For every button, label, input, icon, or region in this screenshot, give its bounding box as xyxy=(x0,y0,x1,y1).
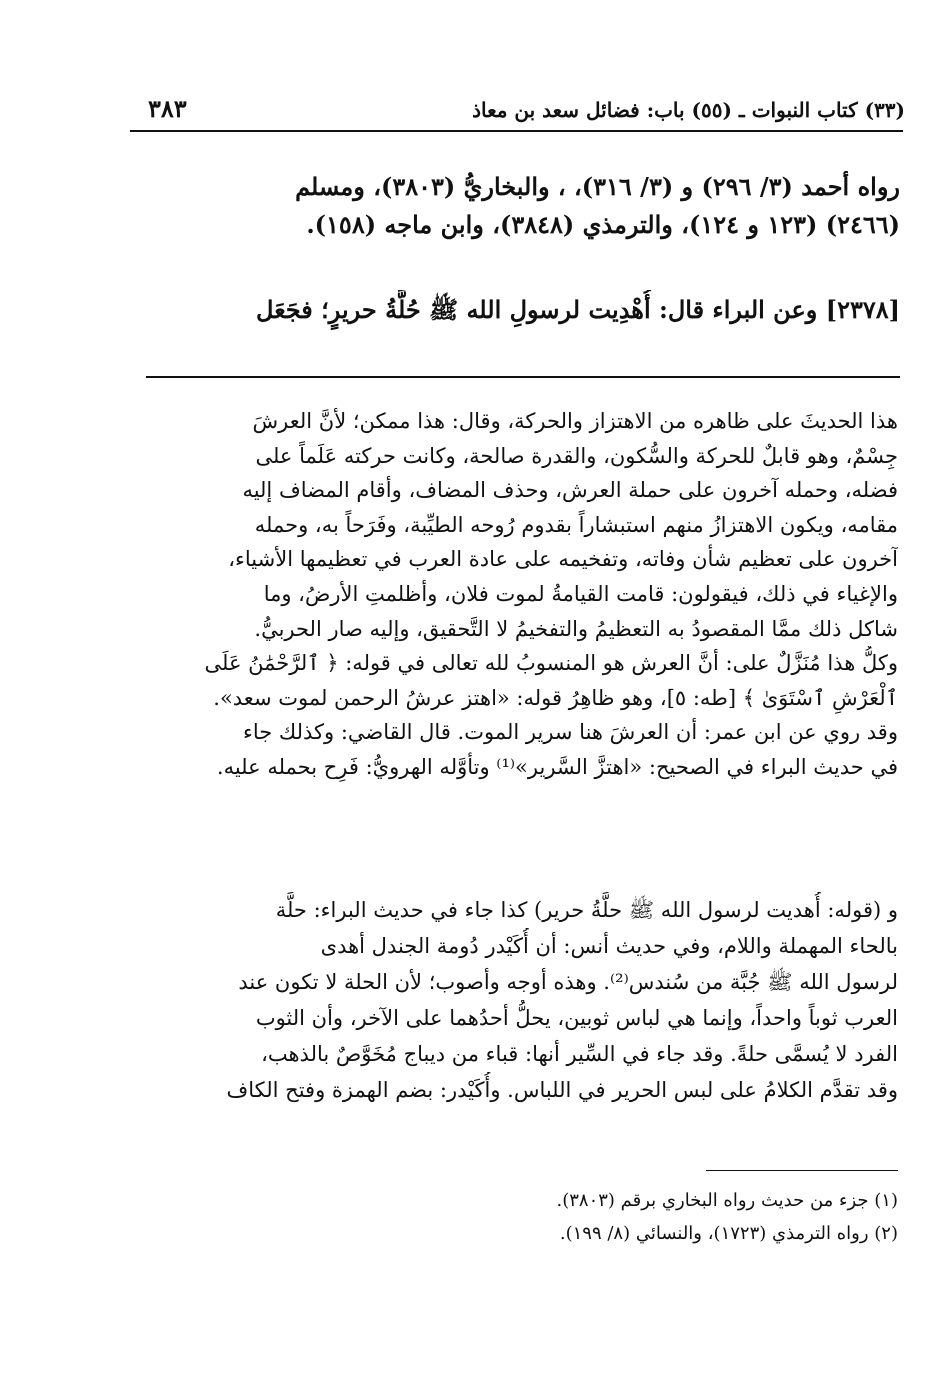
text-line: وكلُّ هذا مُنَزَّلٌ على: أنَّ العرش هو المنسوبُ لله تعالى في قوله: ﴿ ٱلرَّحْمَٰنُ عَلَى xyxy=(204,651,898,676)
text-line: في حديث البراء في الصحيح: «اهتزَّ السَّرير»⁽¹⁾ وتأوَّله الهرويُّ: فَرِح بحمله عليه. xyxy=(216,754,898,779)
text-line: لرسول الله ﷺ جُبَّة من سُندس⁽²⁾. وهذه أوجه وأصوب؛ لأن الحلة لا تكون عند xyxy=(238,970,898,994)
text-line: العرب ثوباً واحداً، وإنما هي لباس ثوبين، يحلُّ أحدُهما على الآخر، وأن الثوب xyxy=(255,1006,898,1030)
text-line: فضله، وحمله آخرون على حملة العرش، وحذف المضاف، وأقام المضاف إليه xyxy=(242,478,898,503)
text-line: [٢٣٧٨] وعن البراء قال: أُهْدِيت لرسولِ الله ﷺ حُلَّةُ حريرٍ؛ فجَعَل xyxy=(256,295,900,324)
text-line: وقد روي عن ابن عمر: أن العرشَ هنا سرير الموت. قال القاضي: وكذلك جاء xyxy=(242,720,898,745)
text-line: ٱلْعَرْشِ ٱسْتَوَىٰ ﴾ [طه: ٥]، وهو ظاهِرُ قوله: «اهتز عرشُ الرحمن لموت سعد». xyxy=(213,685,898,710)
running-header xyxy=(130,92,905,130)
footnote: (١) جزء من حديث رواه البخاري برقم (٣٨٠٣). xyxy=(556,1190,898,1211)
text-line: شاكل ذلك ممَّا المقصودُ به التعظيمُ والتفخيمُ لا التَّحقيق، وإليه صار الحربيُّ. xyxy=(254,616,898,641)
header-title: (٣٣) كتاب النبوات ـ (٥٥) باب: فضائل سعد بن معاذ xyxy=(472,98,905,122)
text-line: والإغياء في ذلك، فيقولون: قامت القيامةُ لموت فلان، وأظلمتِ الأرضُ، وما xyxy=(263,581,898,606)
text-line: جِسْمٌ، وهو قابلٌ للحركة والسُّكون، والقدرة صالحة، وكانت حركته عَلَماً على xyxy=(255,443,898,468)
hadith-citation xyxy=(148,168,900,244)
text-line: (٢٤٦٦) (١٢٣ و ١٢٤)، والترمذي (٣٨٤٨)، وابن ماجه (١٥٨). xyxy=(306,210,900,239)
commentary-section-2 xyxy=(150,892,898,1108)
text-divider xyxy=(146,376,900,378)
text-line: بالحاء المهملة واللام، وفي حديث أنس: أن أُكَيْدر دُومة الجندل أهدى xyxy=(320,934,898,958)
footnote-divider xyxy=(706,1170,898,1171)
text-line: الفرد لا يُسمَّى حلةً. وقد جاء في السِّير أنها: قباء من ديباج مُخَوَّصٌ بالذهب، xyxy=(261,1042,898,1066)
text-line: و (قوله: أُهديت لرسول الله ﷺ حلَّةُ حرير) كذا جاء في حديث البراء: حلَّة xyxy=(275,898,898,922)
text-line: آخرون على تعظيم شأن وفاته، وتفخيمه على عادة العرب في تعظيمها الأشياء، xyxy=(228,547,898,572)
text-line: مقامه، ويكون الاهتزازُ منهم استبشاراً بقدوم رُوحه الطيِّبة، وفَرَحاً به، وحمله xyxy=(254,512,898,537)
footnotes xyxy=(300,1184,898,1250)
footnote: (٢) رواه الترمذي (١٧٢٣)، والنسائي (٨/ ١٩٩). xyxy=(559,1223,898,1244)
hadith-2378 xyxy=(148,290,900,330)
text-line: هذا الحديثَ على ظاهره من الاهتزاز والحركة، وقال: هذا ممكن؛ لأنَّ العرشَ xyxy=(252,409,898,433)
header-divider xyxy=(130,130,903,132)
text-line: رواه أحمد (٣/ ٢٩٦) و (٣/ ٣١٦)، ، والبخاريُّ (٣٨٠٣)، ومسلم xyxy=(295,172,900,201)
text-line: وقد تقدَّم الكلامُ على لبس الحرير في اللباس. وأُكَيْدر: بضم الهمزة وفتح الكاف xyxy=(226,1078,898,1102)
commentary-section xyxy=(150,404,898,785)
page-number: ٣٨٣ xyxy=(148,94,187,123)
